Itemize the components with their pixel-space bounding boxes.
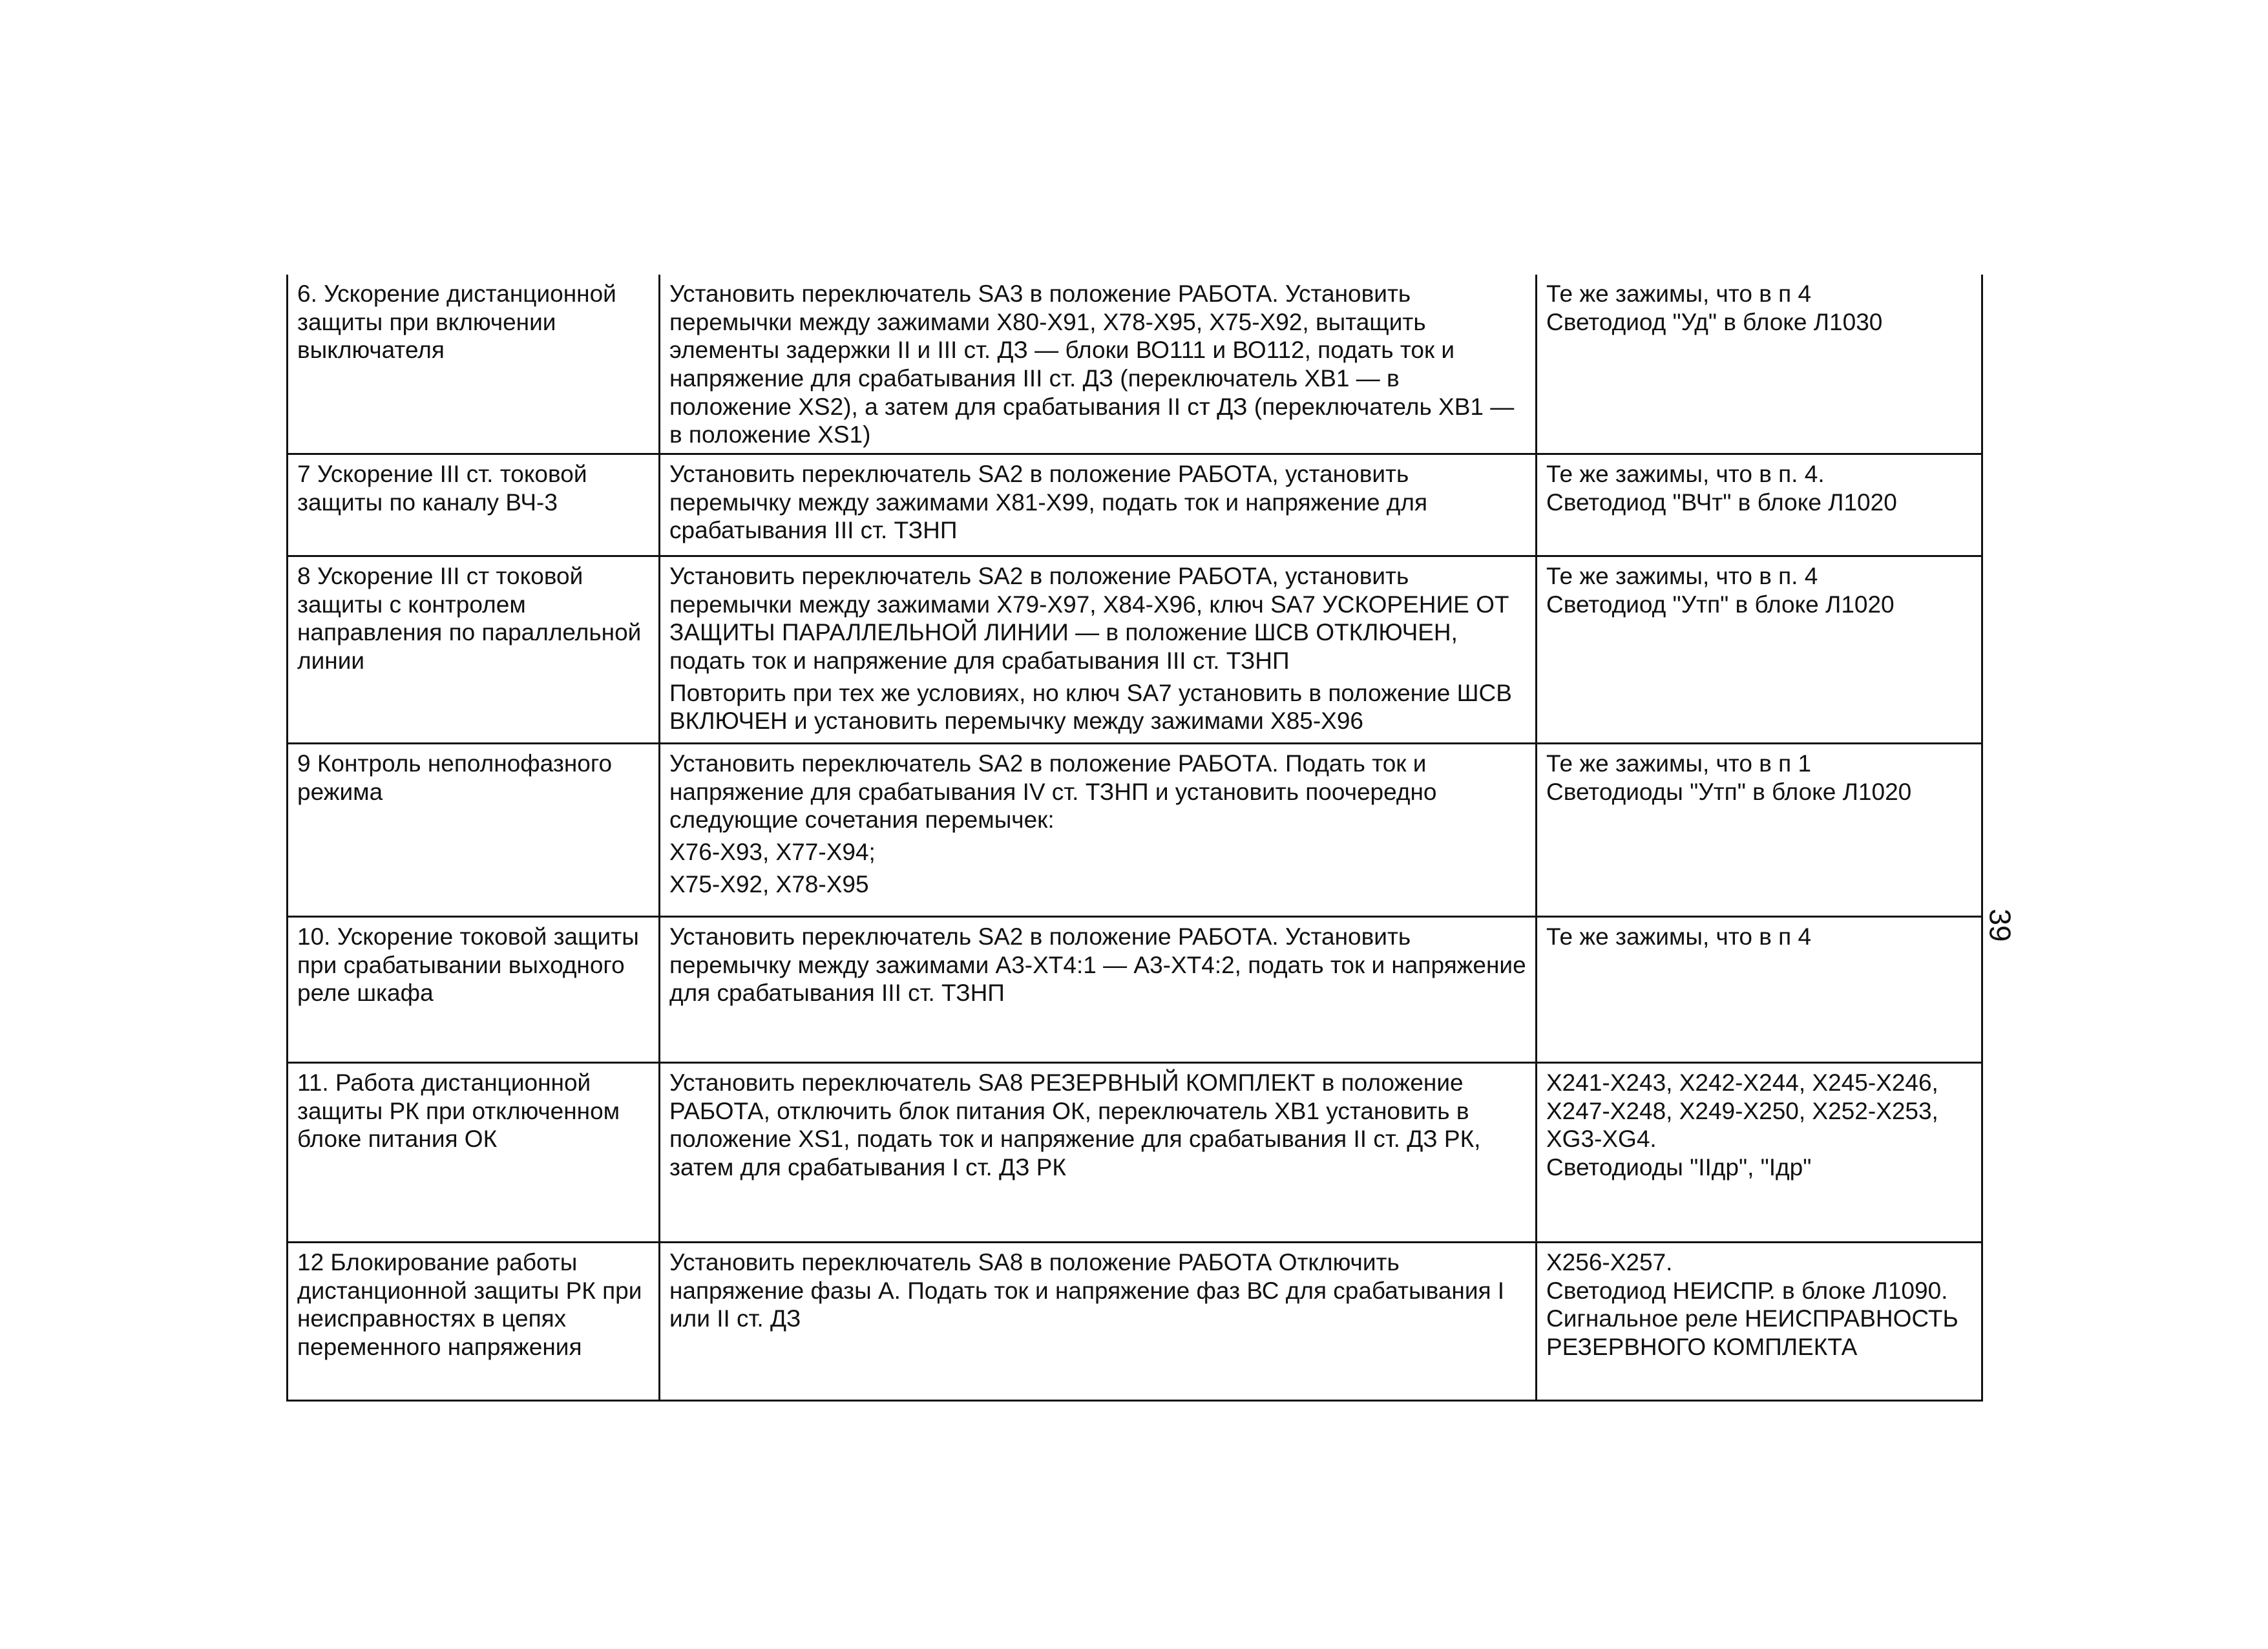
check-cell: 8 Ускорение III ст токовой защиты с контролем направления по параллельной линии — [288, 556, 660, 743]
check-cell: 12 Блокирование работы дистанционной защиты РК при неисправностях в цепях переменного напряжения — [288, 1242, 660, 1400]
result-text: Светодиоды "IIдр", "Iдр" — [1546, 1153, 1812, 1181]
result-text: Светодиоды "Утп" в блоке Л1020 — [1546, 778, 1912, 805]
result-text: Светодиод "Уд" в блоке Л1030 — [1546, 308, 1883, 335]
table-row — [288, 556, 1982, 743]
result-cell — [1537, 556, 1982, 743]
procedure-text: Установить переключатель SA2 в положение РАБОТА, установить перемычки между зажимами Х79-Х97, Х84-Х96, ключ SA7 УСКОРЕНИЕ ОТ ЗАЩИТЫ ПАРАЛЛЕЛЬНОЙ ЛИНИИ — в положение ШСВ ОТКЛЮЧЕН, подать ток и напряжение для срабатывания III ст. ТЗНП — [669, 562, 1509, 674]
result-cell — [1537, 916, 1982, 1062]
result-text: Светодиод "Утп" в блоке Л1020 — [1546, 591, 1895, 618]
test-procedure-table — [286, 275, 1983, 1402]
procedure-cell — [660, 275, 1537, 454]
procedure-text: Повторить при тех же условиях, но ключ SA7 установить в положение ШСВ ВКЛЮЧЕН и установить перемычку между зажимами Х85-Х96 — [669, 679, 1512, 735]
procedure-cell — [660, 556, 1537, 743]
table-row — [288, 743, 1982, 916]
result-text: Те же зажимы, что в п 4 — [1546, 923, 1812, 950]
procedure-text: Установить переключатель SA8 в положение РАБОТА Отключить напряжение фазы А. Подать ток и напряжение фаз ВС для срабатывания I или II ст. ДЗ — [669, 1248, 1505, 1332]
procedure-text: Установить переключатель SA2 в положение РАБОТА. Подать ток и напряжение для срабатывания IV ст. ТЗНП и установить поочередно следующие сочетания перемычек: — [669, 750, 1437, 834]
result-text: Х256-Х257. — [1546, 1248, 1673, 1276]
table-row — [288, 916, 1982, 1062]
result-cell — [1537, 454, 1982, 556]
result-text: Те же зажимы, что в п. 4 — [1546, 562, 1818, 589]
check-cell: 6. Ускорение дистанционной защиты при включении выключателя — [288, 275, 660, 454]
result-text: Сигнальное реле НЕИСПРАВНОСТЬ РЕЗЕРВНОГО КОМПЛЕКТА — [1546, 1305, 1958, 1360]
table-row — [288, 1062, 1982, 1242]
procedure-cell — [660, 1242, 1537, 1400]
result-cell — [1537, 275, 1982, 454]
procedure-cell — [660, 916, 1537, 1062]
procedure-cell — [660, 743, 1537, 916]
procedure-text: Х76-Х93, Х77-Х94; — [669, 838, 876, 865]
check-cell: 7 Ускорение III ст. токовой защиты по каналу ВЧ-3 — [288, 454, 660, 556]
check-cell: 11. Работа дистанционной защиты РК при отключенном блоке питания ОК — [288, 1062, 660, 1242]
result-cell — [1537, 743, 1982, 916]
result-text: Светодиод НЕИСПР. в блоке Л1090. — [1546, 1277, 1948, 1304]
procedure-text: Установить переключатель SA8 РЕЗЕРВНЫЙ КОМПЛЕКТ в положение РАБОТА, отключить блок питания ОК, переключатель ХВ1 установить в положение XS1, подать ток и напряжение для срабатывания II ст. ДЗ РК, затем для срабатывания I ст. ДЗ РК — [669, 1069, 1481, 1181]
check-cell: 9 Контроль неполнофазного режима — [288, 743, 660, 916]
result-text: Те же зажимы, что в п 4 — [1546, 280, 1812, 307]
procedure-cell — [660, 1062, 1537, 1242]
result-text: Те же зажимы, что в п 1 — [1546, 750, 1812, 777]
result-text: Х241-Х243, Х242-Х244, Х245-Х246, Х247-Х248, Х249-Х250, Х252-Х253, XG3-XG4. — [1546, 1069, 1938, 1153]
table-row — [288, 275, 1982, 454]
result-cell — [1537, 1242, 1982, 1400]
page-number: 39 — [1983, 909, 2017, 942]
procedure-text: Установить переключатель SA3 в положение РАБОТА. Установить перемычки между зажимами Х80-Х91, Х78-Х95, Х75-Х92, вытащить элементы задержки II и III ст. ДЗ — блоки ВО111 и ВО112, подать ток и напряжение для срабатывания III ст. ДЗ (переключатель ХВ1 — в положение XS2), а затем для срабатывания II ст ДЗ (переключатель ХВ1 — в положение XS1) — [669, 280, 1515, 448]
procedure-text: Установить переключатель SA2 в положение РАБОТА, установить перемычку между зажимами Х81-Х99, подать ток и напряжение для срабатывания III ст. ТЗНП — [669, 460, 1428, 544]
procedure-cell — [660, 454, 1537, 556]
result-cell — [1537, 1062, 1982, 1242]
check-cell: 10. Ускорение токовой защиты при срабатывании выходного реле шкафа — [288, 916, 660, 1062]
table-row — [288, 1242, 1982, 1400]
procedure-text: Установить переключатель SA2 в положение РАБОТА. Установить перемычку между зажимами А3-ХТ4:1 — А3-ХТ4:2, подать ток и напряжение для срабатывания III ст. ТЗНП — [669, 923, 1526, 1007]
result-text: Те же зажимы, что в п. 4. — [1546, 460, 1825, 487]
procedure-text: Х75-Х92, Х78-Х95 — [669, 870, 869, 898]
table-row — [288, 454, 1982, 556]
result-text: Светодиод "ВЧт" в блоке Л1020 — [1546, 488, 1897, 516]
